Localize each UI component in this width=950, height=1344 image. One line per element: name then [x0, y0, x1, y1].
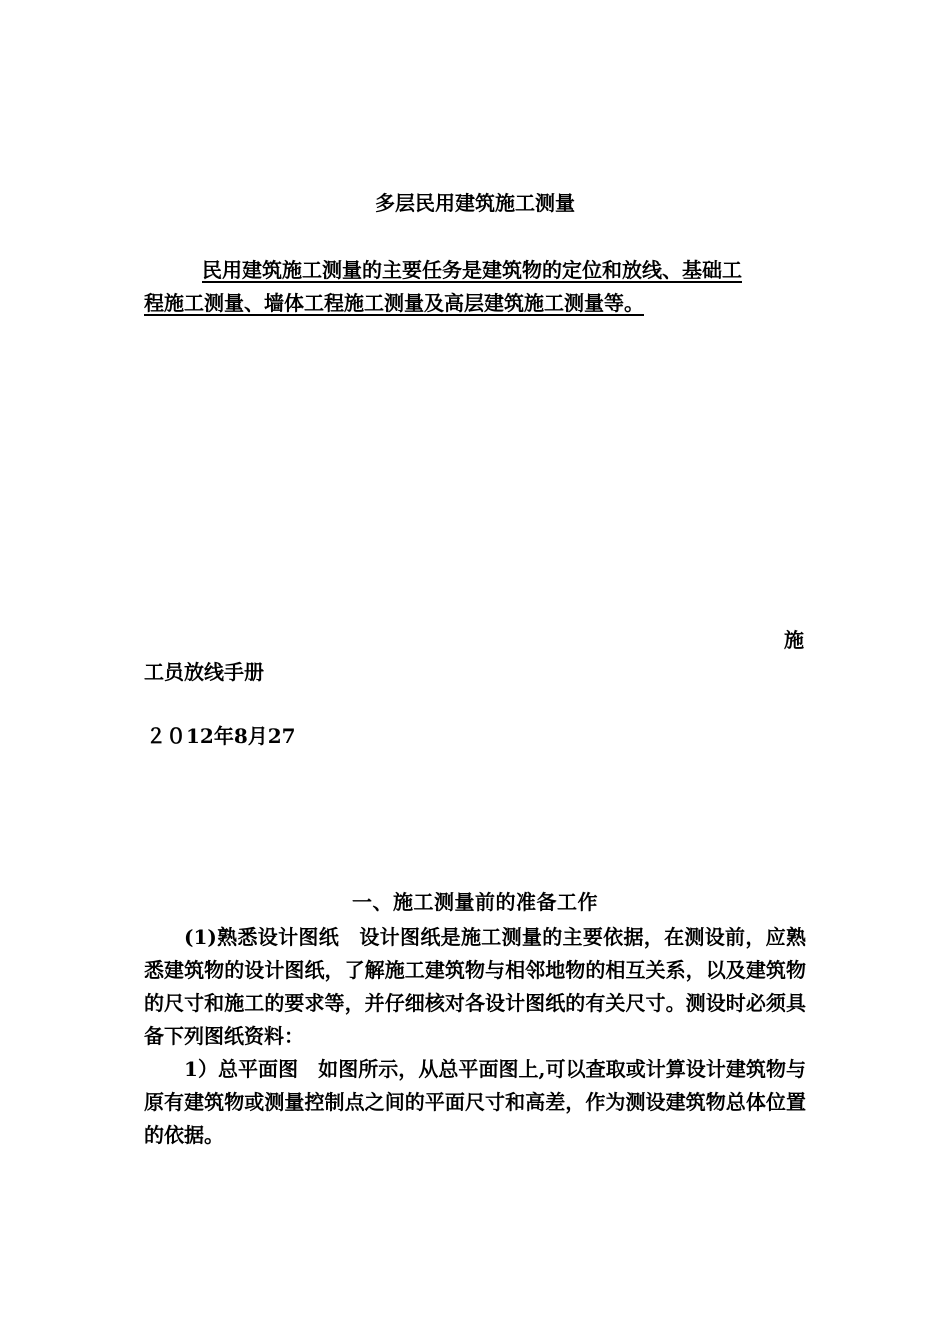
intro-line-1: 民用建筑施工测量的主要任务是建筑物的定位和放线、基础工 — [202, 258, 742, 282]
paragraph-1-text: (1)熟悉设计图纸 设计图纸是施工测量的主要依据，在测设前，应熟悉建筑物的设计图纸，了解施工建筑物与相邻地物的相互关系，以及建筑物的尺寸和施工的要求等，并仔细核对各设计图纸的有关尺寸。测设时必须具备下列图纸资料： — [144, 925, 806, 1048]
date-line: ２０12年8月27 — [146, 724, 296, 748]
section-title: 一、施工测量前的准备工作 — [352, 890, 598, 914]
cover-line: 工员放线手册 — [144, 660, 264, 684]
cover-char: 施 — [784, 628, 804, 652]
document-title: 多层民用建筑施工测量 — [375, 191, 575, 215]
paragraph-1 — [144, 921, 806, 1053]
intro-paragraph — [144, 254, 806, 320]
paragraph-2 — [144, 1053, 806, 1152]
paragraph-2-text: 1）总平面图 如图所示，从总平面图上,可以查取或计算设计建筑物与原有建筑物或测量控制点之间的平面尺寸和高差，作为测设建筑物总体位置的依据。 — [144, 1057, 806, 1147]
intro-line-2: 程施工测量、墙体工程施工测量及高层建筑施工测量等。 — [144, 291, 644, 315]
